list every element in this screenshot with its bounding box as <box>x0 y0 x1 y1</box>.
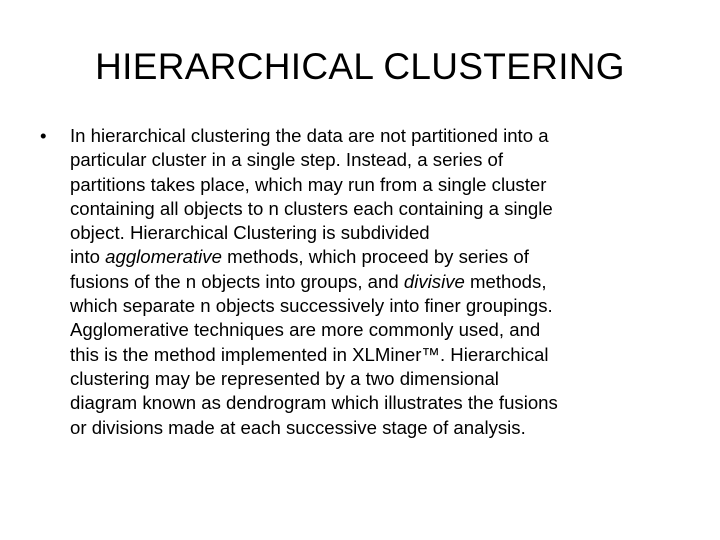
text-line: object. Hierarchical Clustering is subdivided <box>70 222 430 244</box>
text-line: Agglomerative techniques are more commonly used, and <box>70 319 541 341</box>
text-line: which separate n objects successively into finer groupings. <box>70 295 553 317</box>
text-line: partitions takes place, which may run from a single cluster <box>70 173 547 195</box>
text-segment: fusions of the n objects into groups, and <box>70 270 404 292</box>
bullet-marker: • <box>40 125 47 146</box>
text-line: particular cluster in a single step. Instead, a series of <box>70 149 504 171</box>
text-segment: methods, which proceed by series of <box>221 246 529 268</box>
text-line: containing all objects to n clusters each containing a single <box>70 197 553 219</box>
emphasis-term-divisive: divisive <box>403 270 465 292</box>
text-segment: into <box>70 246 106 268</box>
bullet-list <box>36 124 706 440</box>
text-line: or divisions made at each successive stage of analysis. <box>70 416 526 438</box>
text-line: diagram known as dendrogram which illustrates the fusions <box>70 392 558 414</box>
text-line: this is the method implemented in XLMiner™. Hierarchical <box>70 343 549 365</box>
text-line <box>70 270 706 294</box>
text-line: clustering may be represented by a two dimensional <box>70 367 499 389</box>
bullet-text <box>70 124 706 440</box>
text-line: In hierarchical clustering the data are not partitioned into a <box>70 125 549 146</box>
bullet-item <box>36 124 706 440</box>
slide-title: HIERARCHICAL CLUSTERING <box>95 46 625 87</box>
emphasis-term-agglomerative: agglomerative <box>105 246 222 268</box>
text-line <box>70 245 706 269</box>
text-segment: methods, <box>464 270 547 292</box>
